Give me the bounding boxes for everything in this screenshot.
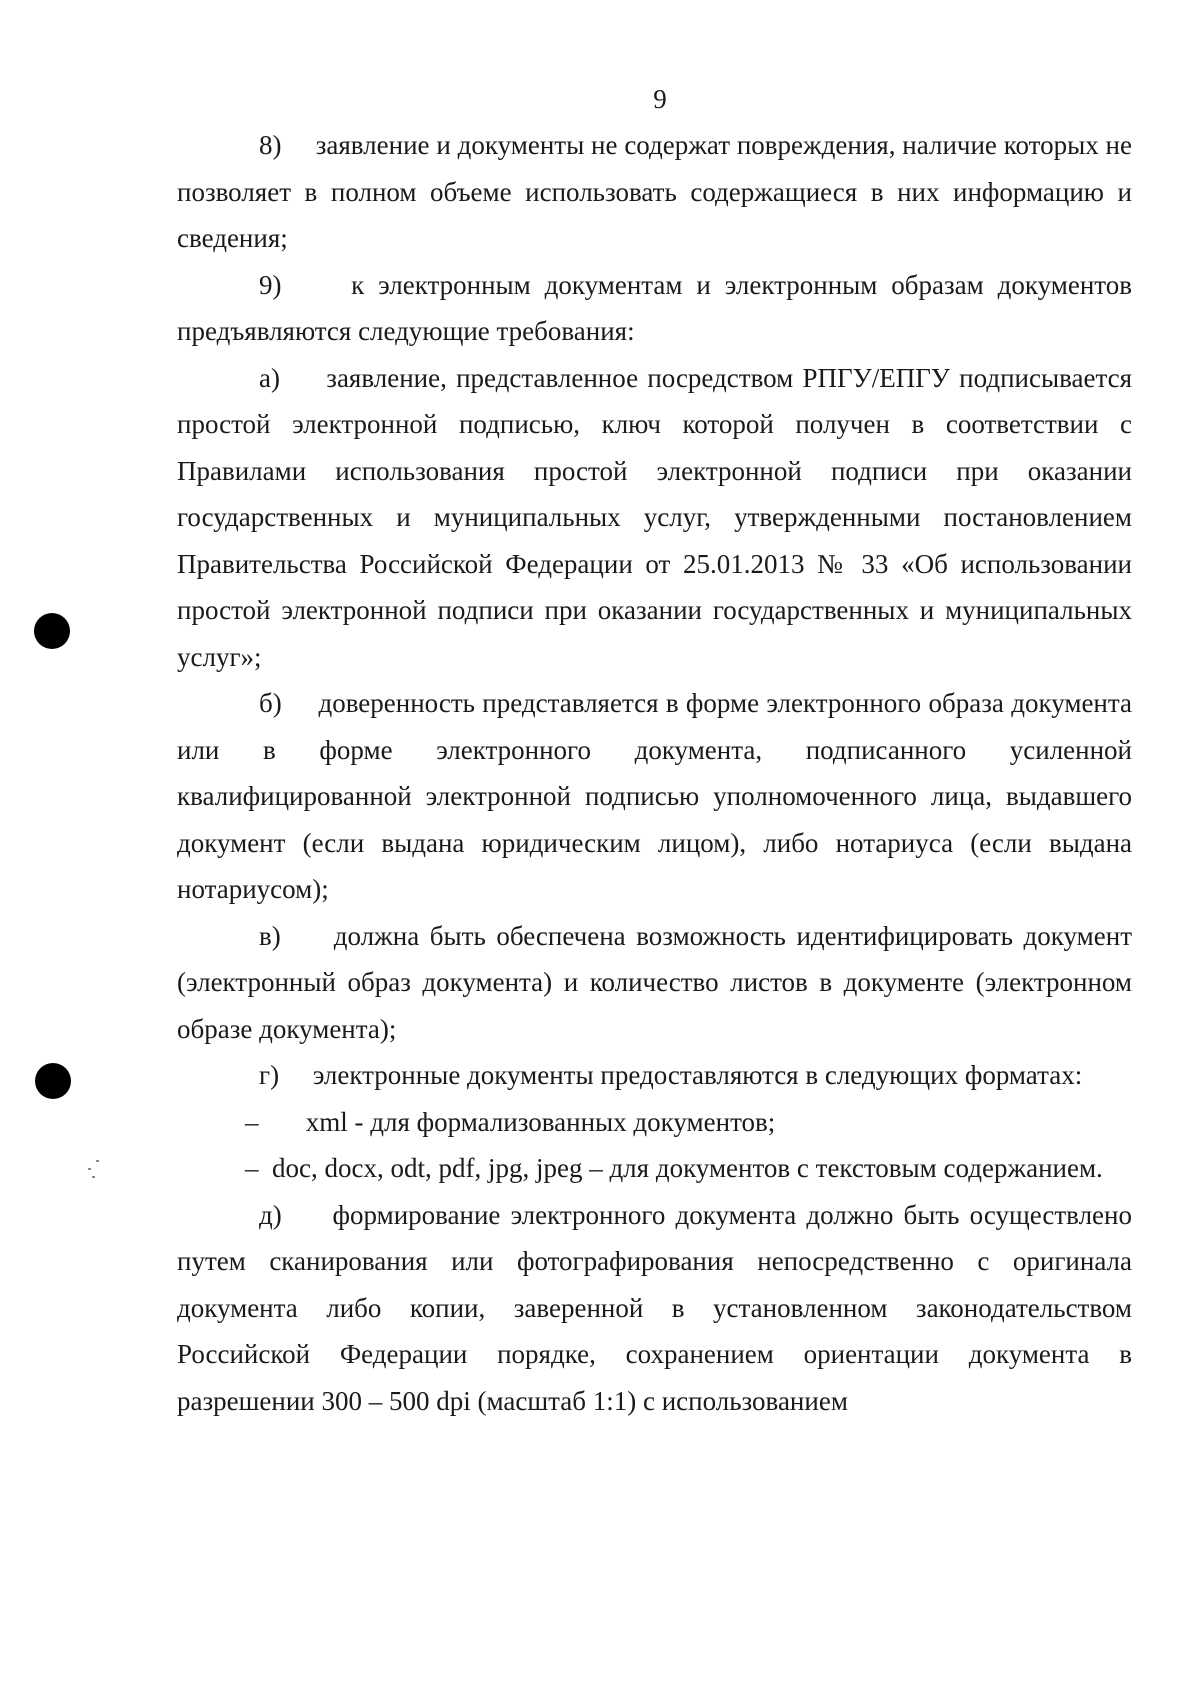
paragraph-text: формирование электронного документа должно быть осуществлено путем сканирования или фотографирования непосредственно с оригинала документа либо копии, заверенной в установленном законодательством Российской Федерации порядке, сохранением ориентации документа в разрешении 300 – 500 dpi (масштаб 1:1) с использованием (177, 1199, 1132, 1416)
format-item-text (177, 1145, 1132, 1192)
punch-hole (35, 1063, 71, 1099)
paragraph-d (177, 1192, 1132, 1425)
list-marker: в) (259, 920, 281, 951)
dash-marker: – (245, 1153, 259, 1183)
paragraph-text: doc, docx, odt, pdf, jpg, jpeg – для документов с текстовым содержанием. (272, 1153, 1103, 1183)
scan-speck (92, 1176, 95, 1178)
list-marker: г) (259, 1060, 280, 1090)
paragraph-text: должна быть обеспечена возможность идентифицировать документ (электронный образ документа) и количество листов в документе (электронном образе документа); (177, 920, 1132, 1044)
paragraph-text: доверенность представляется в форме электронного образа документа или в форме электронного документа, подписанного усиленной квалифицированной электронной подписью уполномоченного лица, выдавшего документ (если выдана юридическим лицом), либо нотариуса (если выдана нотариусом); (177, 688, 1132, 904)
scan-speck (96, 1160, 99, 1162)
dash-marker: – (245, 1106, 259, 1137)
scan-speck (88, 1168, 91, 1170)
paragraph-text: электронные документы предоставляются в следующих форматах: (312, 1060, 1083, 1090)
list-marker: б) (259, 688, 282, 718)
page-number: 9 (653, 84, 667, 114)
paragraph-g (177, 1052, 1132, 1099)
list-marker: 8) (259, 130, 282, 160)
document-body (177, 122, 1132, 1424)
paragraph-text: заявление, представленное посредством РПГУ/ЕПГУ подписывается простой электронной подписью, ключ которой получен в соответствии с Правилами использования простой электронной подписи при оказании государственных и муниципальных услуг, утвержденными постановлением Правительства Российской Федерации от 25.01.2013 № 33 «Об использовании простой электронной подписи при оказании государственных и муниципальных услуг»; (177, 362, 1133, 672)
paragraph-8 (177, 122, 1132, 262)
list-marker: д) (259, 1199, 282, 1230)
paragraph-v (177, 913, 1132, 1053)
list-marker: 9) (259, 269, 282, 300)
paragraph-a (177, 355, 1132, 681)
list-marker: а) (259, 362, 280, 393)
punch-hole (34, 613, 70, 649)
paragraph-text: заявление и документы не содержат повреждения, наличие которых не позволяет в полном объеме использовать содержащиеся в них информацию и сведения; (177, 130, 1132, 253)
paragraph-9 (177, 262, 1132, 355)
paragraph-text: к электронным документам и электронным образам документов предъявляются следующие требования: (177, 269, 1132, 346)
format-item-xml (177, 1099, 1132, 1146)
paragraph-b (177, 680, 1132, 913)
paragraph-text: xml - для формализованных документов; (305, 1106, 776, 1137)
